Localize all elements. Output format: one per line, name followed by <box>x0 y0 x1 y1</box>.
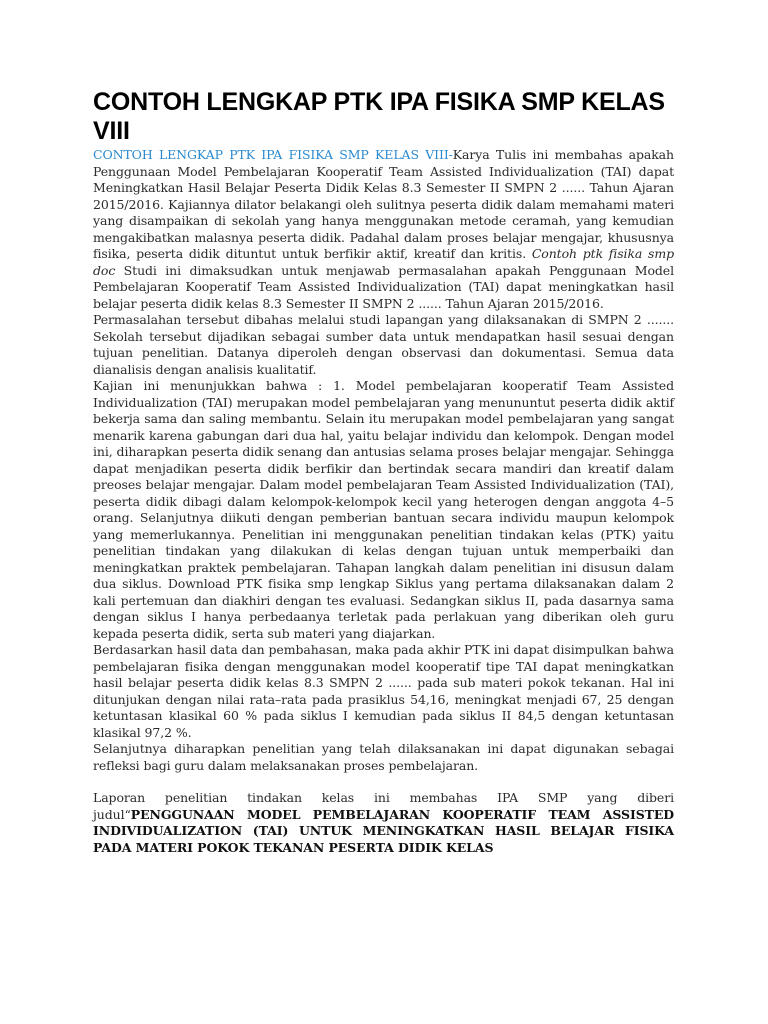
paragraph-conclusion: Berdasarkan hasil data dan pembahasan, maka pada akhir PTK ini dapat disimpulkan bahwa pembelajaran fisika dengan menggunakan model kooperatif tipe TAI dapat meningkatkan hasil belajar peserta didik kelas 8.3 SMPN 2 ...... pada sub materi pokok tekanan. Hal ini ditunjukan dengan nilai rata–rata pada prasiklus 54,16, meningkat menjadi 67, 25 dengan ketuntasan klasikal 60 % pada siklus I kemudian pada siklus II 84,5 dengan ketuntasan klasikal 97,2 %. <box>93 642 674 740</box>
paragraph-intro <box>93 147 674 312</box>
article-body <box>93 88 674 856</box>
paragraph-reflection: Selanjutnya diharapkan penelitian yang telah dilaksanakan ini dapat digunakan sebagai refleksi bagi guru dalam melaksanakan proses pembelajaran. <box>93 741 674 773</box>
paragraph-spacer <box>93 774 674 790</box>
intro-italic: Contoh ptk fisika smp doc <box>93 246 675 278</box>
page-title: CONTOH LENGKAP PTK IPA FISIKA SMP KELAS VIII <box>93 88 665 145</box>
paragraph-findings: Kajian ini menunjukkan bahwa : 1. Model pembelajaran kooperatif Team Assisted Individualization (TAI) merupakan model pembelajaran yang menununtut peserta didik aktif bekerja sama dan saling membantu. Selain itu merupakan model pembelajaran yang sangat menarik karena gabungan dari dua hal, yaitu belajar individu dan kelompok. Dengan model ini, diharapkan peserta didik senang dan antusias selama proses belajar mengajar. Sehingga dapat menjadikan peserta didik berfikir dan bertindak secara mandiri dan kreatif dalam preoses belajar mengajar. Dalam model pembelajaran Team Assisted Individualization (TAI), peserta didik dibagi dalam kelompok-kelompok kecil yang heterogen dengan anggota 4–5 orang. Selanjutnya diikuti dengan pemberian bantuan secara individu maupun kelompok yang memerlukannya. Penelitian ini menggunakan penelitian tindakan kelas (PTK) yaitu penelitian tindakan yang dilakukan di kelas dengan tujuan untuk memperbaiki dan meningkatkan praktek pembelajaran. Tahapan langkah dalam penelitian ini disusun dalam dua siklus. Download PTK fisika smp lengkap Siklus yang pertama dilaksanakan dalam 2 kali pertemuan dan diakhiri dengan tes evaluasi. Sedangkan siklus II, pada dasarnya sama dengan siklus I hanya perbedaanya terletak pada perlakuan yang diberikan oleh guru kepada peserta didik, serta sub materi yang diajarkan. <box>93 378 674 641</box>
paragraph-report-title <box>93 790 674 856</box>
report-intro: Laporan penelitian tindakan kelas ini membahas IPA SMP yang diberi judul“ <box>93 790 674 822</box>
intro-text-a: Karya Tulis ini membahas apakah Penggunaan Model Pembelajaran Kooperatif Team Assisted Individualization (TAI) dapat Meningkatkan Hasil Belajar Peserta Didik Kelas 8.3 Semester II SMPN 2 ...... Tahun Ajaran 2015/2016. Kajiannya dilator belakangi oleh sulitnya peserta didik dalam memahami materi yang disampaikan di sekolah yang hanya menggunakan metode ceramah, yang kemudian mengakibatkan malasnya peserta didik. Padahal dalam proses belajar mengajar, khususnya fisika, peserta didik dituntut untuk berfikir aktif, kreatif dan kritis. <box>93 147 674 261</box>
paragraph-problem: Permasalahan tersebut dibahas melalui studi lapangan yang dilaksanakan di SMPN 2 ....... Sekolah tersebut dijadikan sebagai sumber data untuk mendapatkan hasil sesuai dengan tujuan penelitian. Datanya diperoleh dengan observasi dan dokumentasi. Semua data dianalisis dengan analisis kualitatif. <box>93 312 674 377</box>
article-link[interactable]: CONTOH LENGKAP PTK IPA FISIKA SMP KELAS VIII- <box>93 147 453 162</box>
report-title-bold: PENGGUNAAN MODEL PEMBELAJARAN KOOPERATIF TEAM ASSISTED INDIVIDUALIZATION (TAI) UNTUK MENINGKATKAN HASIL BELAJAR FISIKA PADA MATERI POKOK TEKANAN PESERTA DIDIK KELAS <box>93 806 674 855</box>
intro-text-b: Studi ini dimaksudkan untuk menjawab permasalahan apakah Penggunaan Model Pembelajaran Kooperatif Team Assisted Individualization (TAI) dapat meningkatkan hasil belajar peserta didik kelas 8.3 Semester II SMPN 2 ...... Tahun Ajaran 2015/2016. <box>93 262 674 311</box>
